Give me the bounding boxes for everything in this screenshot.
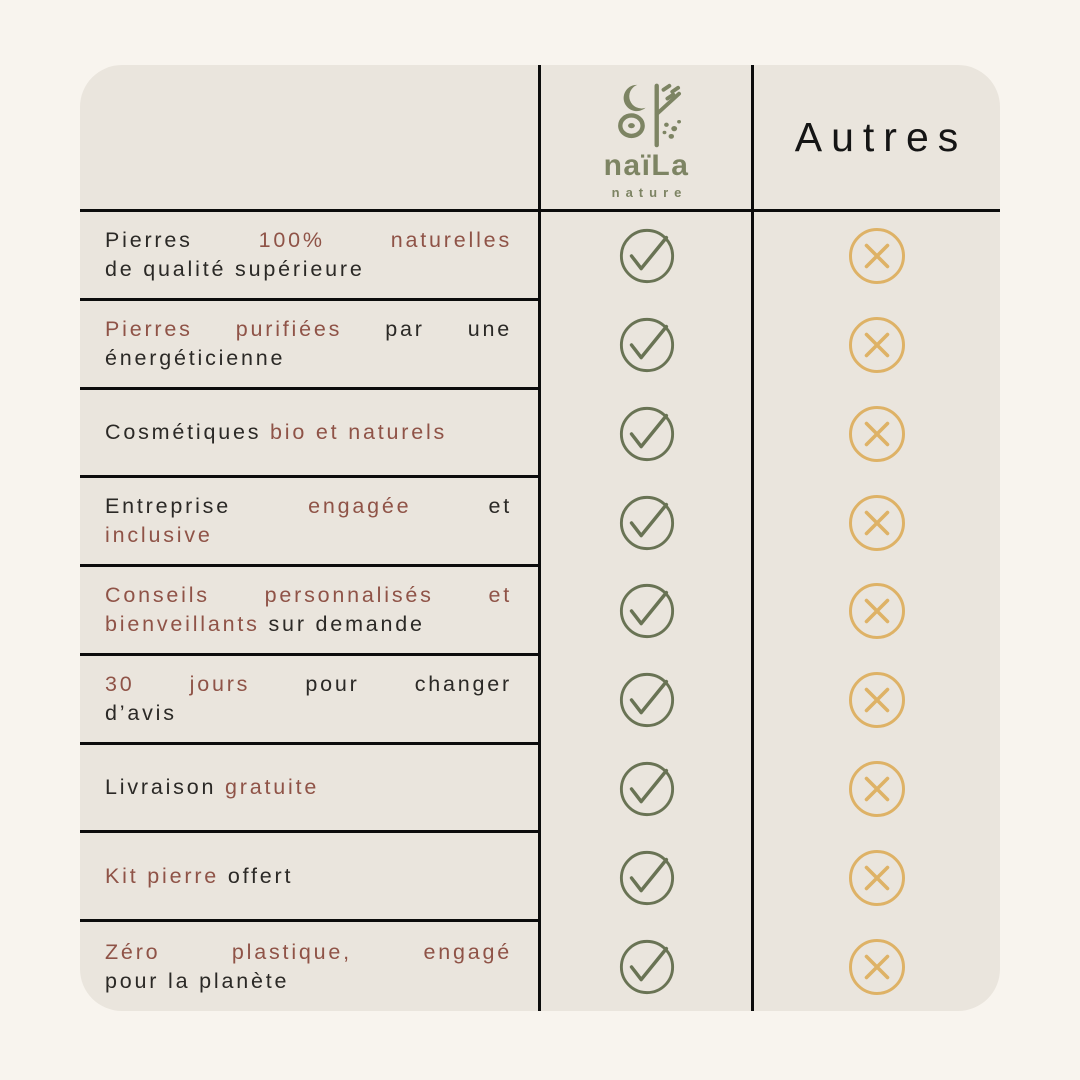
feature-cell [80, 390, 540, 479]
x-circle-icon [847, 670, 907, 730]
feature-line [105, 773, 512, 802]
autres-icon-cell [753, 833, 1000, 922]
feature-cell [80, 745, 540, 834]
feature-text-accent: Pierres purifiées [105, 316, 343, 341]
feature-cell [80, 478, 540, 567]
feature-text-dark: Pierres [105, 227, 259, 252]
feature-text-dark: Livraison [105, 775, 226, 800]
feature-cell [80, 922, 540, 1011]
feature-text [105, 938, 512, 996]
autres-header-label: Autres [794, 113, 968, 160]
feature-cell [80, 301, 540, 390]
feature-text-accent: engagée [308, 494, 412, 519]
feature-line [105, 226, 512, 255]
x-circle-icon [847, 315, 907, 375]
feature-text [105, 315, 512, 373]
naila-cell [540, 922, 753, 1011]
feature-text-accent: bienveillants [105, 611, 260, 636]
feature-line [105, 492, 512, 521]
autres-header-cell [753, 65, 1000, 209]
x-circle-icon [847, 493, 907, 553]
check-circle-icon [618, 494, 676, 552]
x-circle-icon [847, 581, 907, 641]
feature-text [105, 862, 512, 891]
naila-cell [540, 478, 753, 567]
brand-tagline: nature [611, 184, 688, 200]
x-circle-icon [847, 226, 907, 286]
feature-text-dark: Cosmétiques [105, 419, 271, 444]
feature-cell [80, 567, 540, 656]
autres-icon-cell [753, 390, 1000, 479]
check-circle-icon [618, 760, 676, 818]
x-circle-icon [847, 759, 907, 819]
comparison-card [80, 65, 1000, 1011]
brand-name: naïLa [603, 148, 690, 182]
check-circle-icon [618, 671, 676, 729]
feature-line [105, 938, 512, 967]
naila-cell [540, 390, 753, 479]
feature-line [105, 521, 512, 550]
autres-icon-cell [753, 212, 1000, 301]
check-circle-icon [618, 227, 676, 285]
autres-icon-cell [753, 745, 1000, 834]
feature-line [105, 418, 512, 447]
brand-cell [540, 65, 753, 209]
column-divider-left [538, 65, 541, 1011]
check-circle-icon [618, 582, 676, 640]
feature-text-dark: Entreprise [105, 494, 309, 519]
feature-text-accent: bio et naturels [270, 419, 448, 444]
naila-cell [540, 567, 753, 656]
feature-text [105, 581, 512, 639]
feature-text-accent: Kit pierre [105, 863, 228, 888]
feature-text [105, 773, 512, 802]
autres-icon-cell [753, 567, 1000, 656]
check-circle-icon [618, 405, 676, 463]
x-circle-icon [847, 848, 907, 908]
naila-cell [540, 656, 753, 745]
feature-line [105, 255, 512, 284]
feature-text-dark: pour changer [250, 671, 512, 696]
feature-text [105, 418, 512, 447]
naila-cell [540, 212, 753, 301]
feature-cell [80, 833, 540, 922]
check-circle-icon [618, 849, 676, 907]
moon-eye-branch-icon [608, 81, 686, 149]
feature-text-accent: 100% naturelles [258, 227, 512, 252]
feature-text [105, 670, 512, 728]
autres-icon-cell [753, 922, 1000, 1011]
feature-text-accent: 30 jours [105, 671, 251, 696]
feature-text-dark: par une [342, 316, 512, 341]
feature-text [105, 226, 512, 284]
feature-text-dark: d’avis [105, 700, 177, 725]
autres-icon-cell [753, 656, 1000, 745]
feature-text-dark: pour la planète [105, 968, 290, 993]
column-divider-right [751, 65, 754, 1011]
feature-line [105, 315, 512, 344]
feature-text-dark: offert [227, 863, 294, 888]
autres-icon-cell [753, 301, 1000, 390]
feature-text-accent: gratuite [225, 775, 320, 800]
feature-text [105, 492, 512, 550]
x-circle-icon [847, 404, 907, 464]
check-circle-icon [618, 316, 676, 374]
feature-line [105, 967, 512, 996]
feature-text-accent: inclusive [105, 523, 213, 548]
naila-cell [540, 745, 753, 834]
feature-text-dark: sur demande [259, 611, 425, 636]
feature-line [105, 699, 512, 728]
feature-text-dark: énergéticienne [105, 345, 286, 370]
feature-cell [80, 212, 540, 301]
feature-text-accent: Conseils personnalisés et [105, 582, 512, 607]
check-circle-icon [618, 938, 676, 996]
naila-cell [540, 833, 753, 922]
feature-text-accent: Zéro plastique, engagé [105, 939, 512, 964]
feature-line [105, 581, 512, 610]
feature-line [105, 670, 512, 699]
feature-line [105, 862, 512, 891]
feature-cell [80, 656, 540, 745]
feature-text-dark: de qualité supérieure [105, 256, 365, 281]
feature-text-dark: et [411, 494, 512, 519]
autres-icon-cell [753, 478, 1000, 567]
feature-line [105, 610, 512, 639]
x-circle-icon [847, 937, 907, 997]
naila-cell [540, 301, 753, 390]
feature-line [105, 344, 512, 373]
